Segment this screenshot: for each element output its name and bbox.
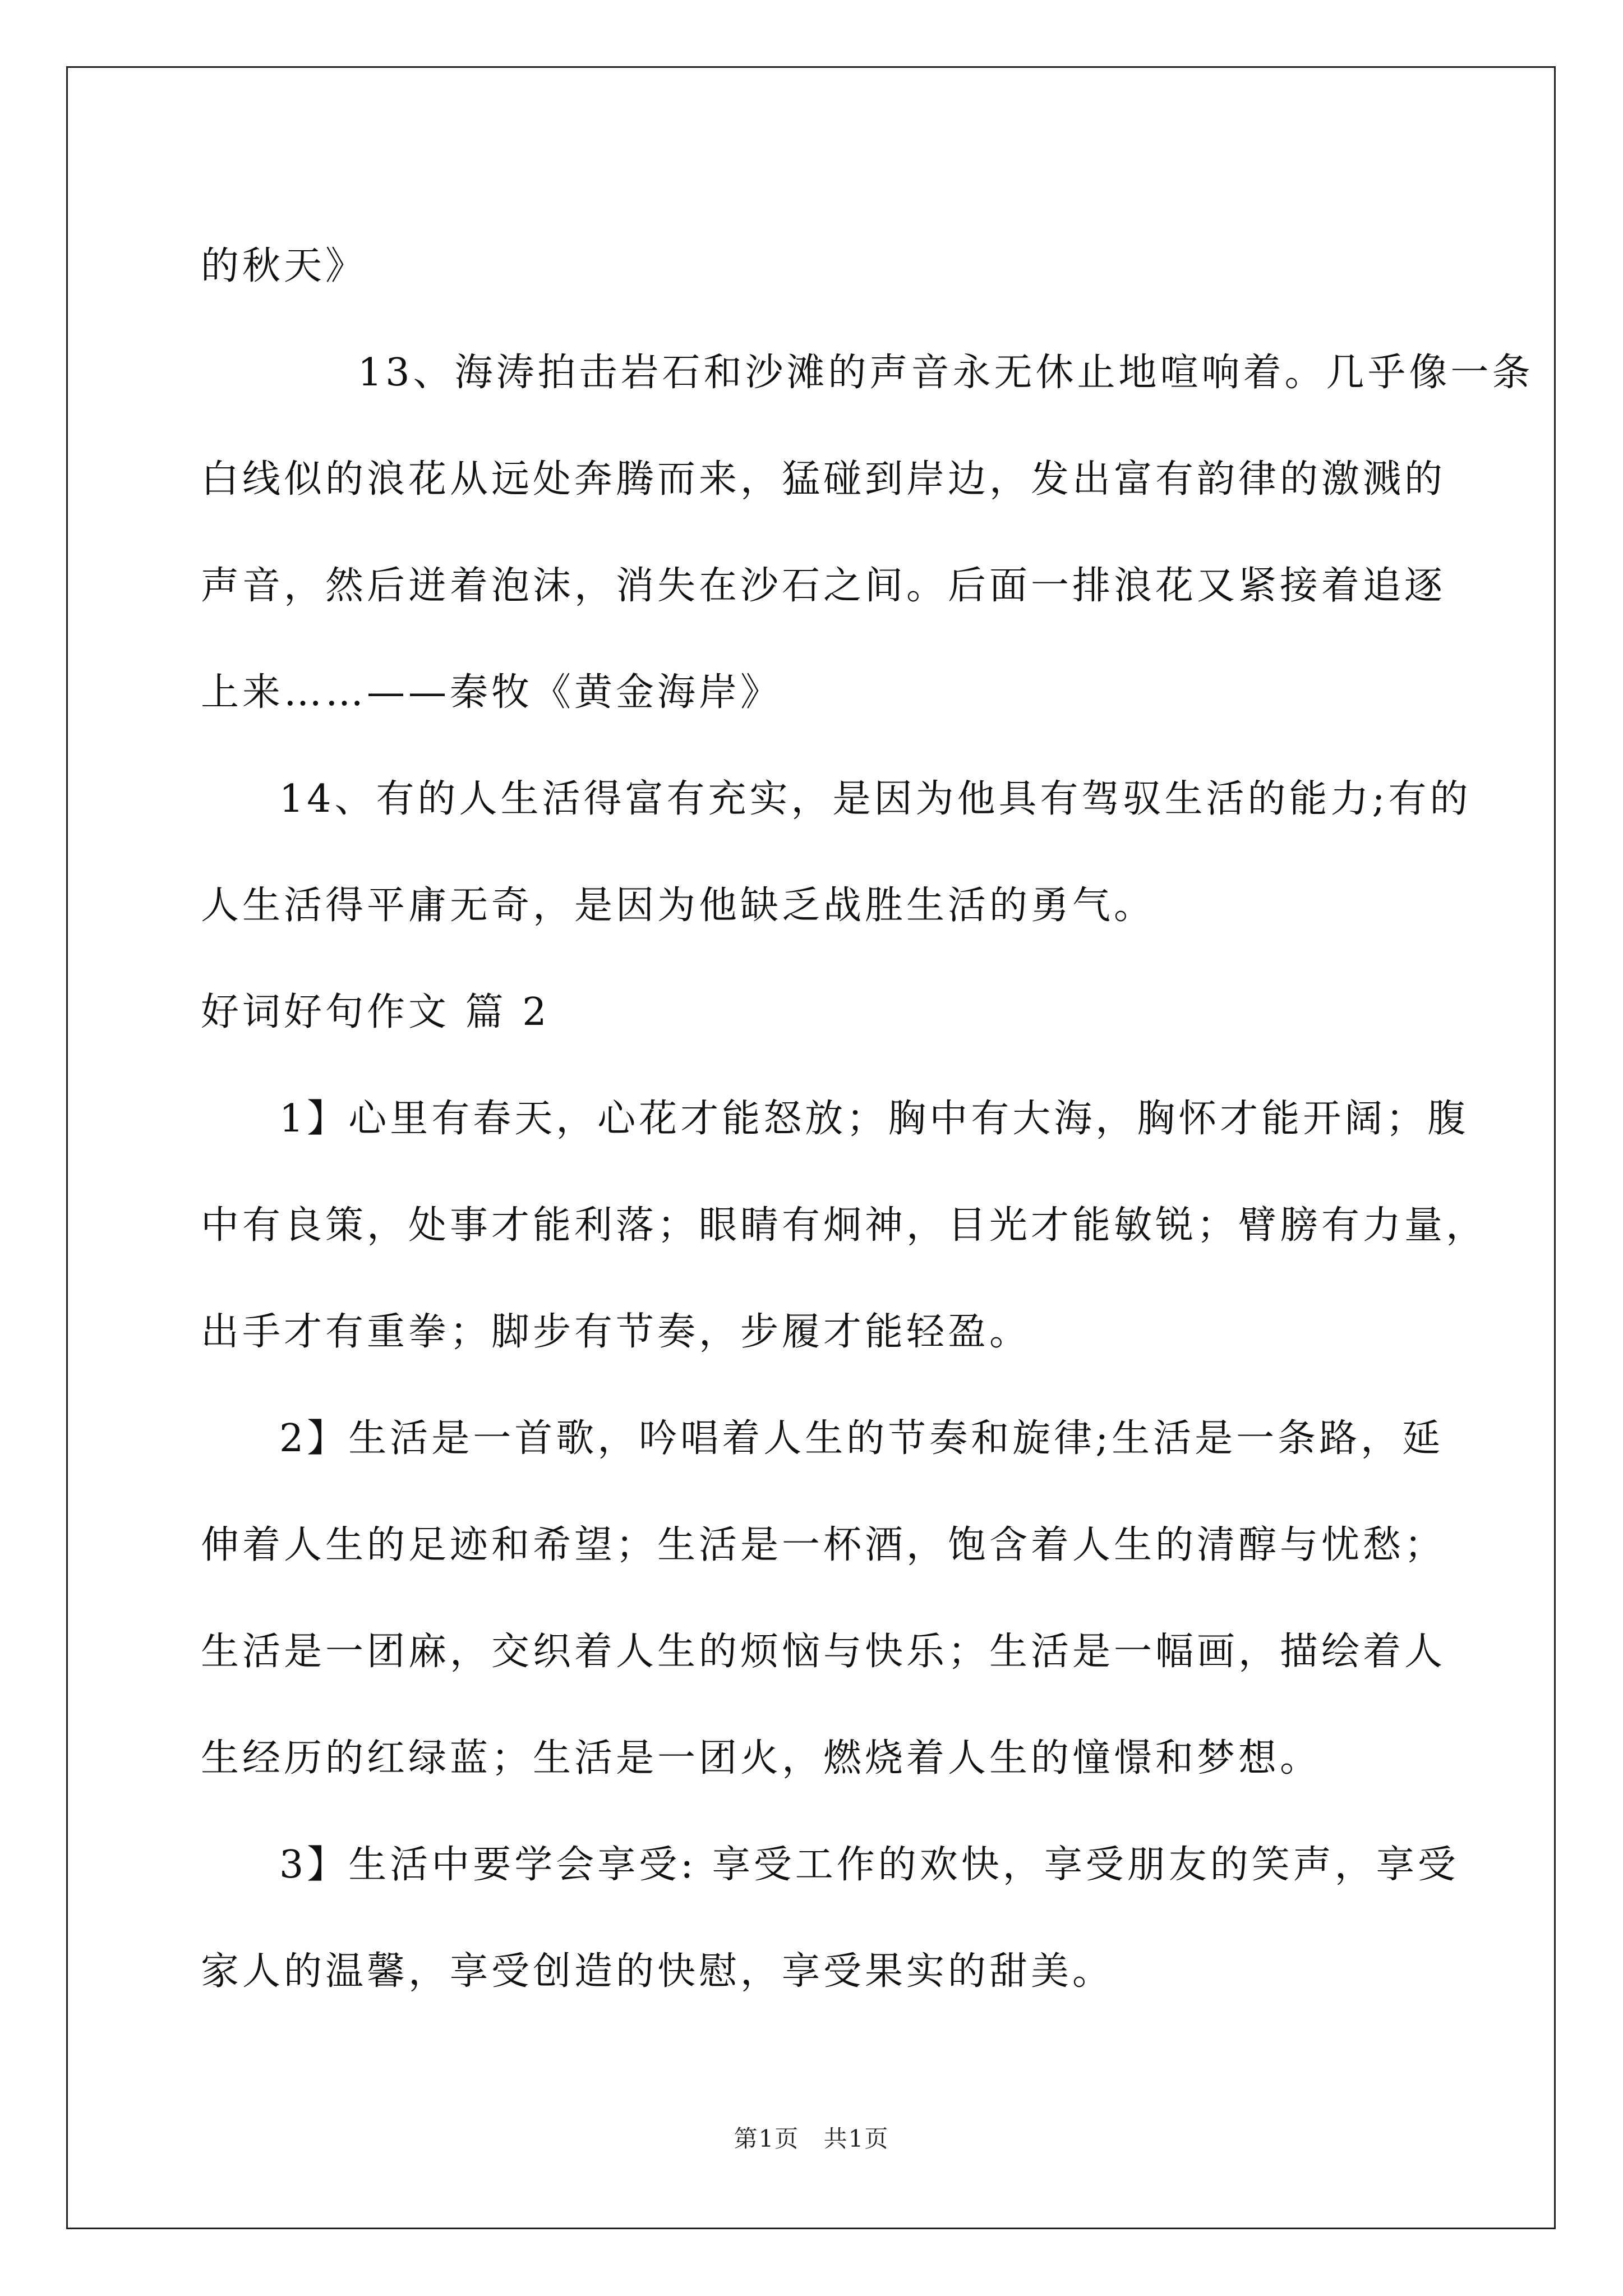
document-body [201,213,1534,2025]
text-line: 14、有的人生活得富有充实，是因为他具有驾驭生活的能力;有的 [279,777,1472,821]
page-number: 第1页 [734,2125,800,2152]
text-line: 2】生活是一首歌，吟唱着人生的节奏和旋律;生活是一条路，延 [279,1416,1444,1461]
text-line: 人生活得平庸无奇，是因为他缺乏战胜生活的勇气。 [201,884,1156,928]
text-line: 生活是一团麻，交织着人生的烦恼与快乐；生活是一幅画，描绘着人 [201,1630,1446,1674]
text-line: 伸着人生的足迹和希望；生活是一杯酒，饱含着人生的清醇与忧愁； [201,1523,1446,1567]
text-line: 家人的温馨，享受创造的快慰，享受果实的甜美。 [201,1949,1114,1994]
text-line: 3】生活中要学会享受: 享受工作的欢快，享受朋友的笑声，享受 [279,1843,1459,1887]
text-line: 1】心里有春天，心花才能怒放；胸中有大海，胸怀才能开阔；腹 [279,1097,1469,1141]
text-line: 13、海涛拍击岩石和沙滩的声音永无休止地喧响着。几乎像一条 [358,351,1534,395]
text-line: 出手才有重拳；脚步有节奏，步履才能轻盈。 [201,1310,1031,1354]
text-line: 白线似的浪花从远处奔腾而来，猛碰到岸边，发出富有韵律的激溅的 [201,457,1446,501]
text-line: 上来……——秦牧《黄金海岸》 [201,670,782,715]
text-line: 的秋天》 [201,244,367,288]
text-line: 声音，然后迸着泡沫，消失在沙石之间。后面一排浪花又紧接着追逐 [201,564,1446,608]
page-total: 共1页 [823,2125,889,2152]
page-footer [0,2120,1623,2154]
text-line: 中有良策，处事才能利落；眼睛有炯神，目光才能敏锐；臂膀有力量， [201,1203,1488,1248]
text-line: 生经历的红绿蓝；生活是一团火，燃烧着人生的憧憬和梦想。 [201,1736,1322,1780]
section-heading: 好词好句作文 篇 2 [201,990,550,1034]
